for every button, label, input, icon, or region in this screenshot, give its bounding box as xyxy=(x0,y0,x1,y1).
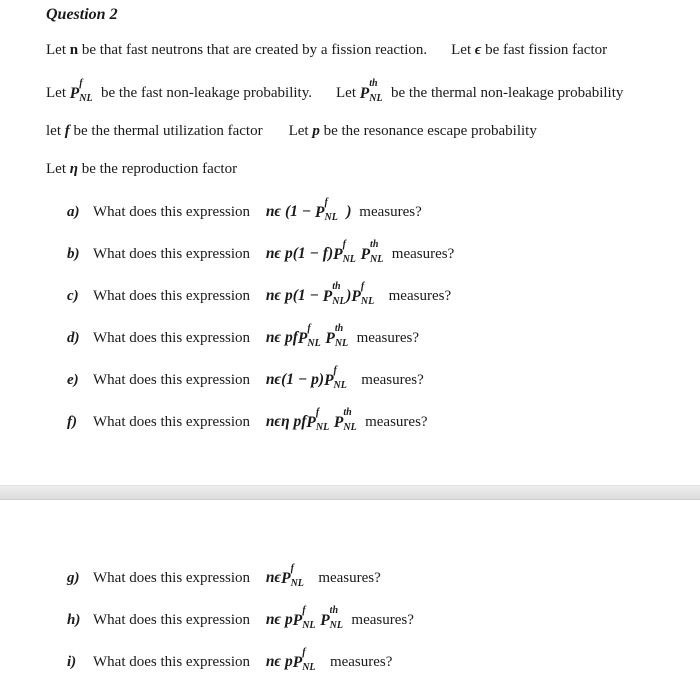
question-item-b xyxy=(67,238,455,265)
question-label: i) xyxy=(67,654,77,670)
expression-h: nϵ pP f NL P th NL xyxy=(265,604,344,631)
question-prompt: What does this expression xyxy=(93,570,251,586)
question-suffix: measures? xyxy=(388,288,452,304)
expression-g: nϵP f NL xyxy=(265,562,304,589)
page-divider xyxy=(0,485,700,500)
question-prompt: What does this expression xyxy=(93,204,251,220)
intro-text: let xyxy=(46,123,65,139)
symbol-p-fast-nl: P f NL xyxy=(69,77,93,104)
expression-e: nϵ(1 − p)P f NL xyxy=(265,364,347,391)
symbol-p-thermal-nl: P th NL xyxy=(359,77,383,104)
question-suffix: measures? xyxy=(361,372,424,388)
question-item-a xyxy=(67,196,422,223)
question-item-h xyxy=(67,604,414,631)
question-item-f xyxy=(67,406,428,433)
intro-text: be that fast neutrons that are created by a fission reaction. xyxy=(78,42,428,58)
expression-b: nϵ p(1 − f)P f NL P th NL xyxy=(265,238,384,265)
question-prompt: What does this expression xyxy=(93,414,251,430)
intro-line-n-epsilon xyxy=(46,42,607,59)
question-suffix: measures? xyxy=(356,330,420,346)
question-item-i xyxy=(67,646,393,673)
symbol-epsilon: ϵ xyxy=(474,42,482,58)
question-label: b) xyxy=(67,246,80,262)
question-suffix: measures? xyxy=(318,570,381,586)
question-item-c xyxy=(67,280,452,307)
intro-text: be fast fission factor xyxy=(481,42,608,58)
intro-text: be the reproduction factor xyxy=(77,161,238,177)
question-suffix: measures? xyxy=(365,414,428,430)
question-prompt: What does this expression xyxy=(93,330,251,346)
question-label: d) xyxy=(67,330,80,346)
question-item-e xyxy=(67,364,424,391)
question-label: e) xyxy=(67,372,79,388)
question-label: g) xyxy=(67,570,80,586)
question-prompt: What does this expression xyxy=(93,246,251,262)
expression-f: nϵη pfP f NL P th NL xyxy=(265,406,357,433)
question-prompt: What does this expression xyxy=(93,654,251,670)
question-label: f) xyxy=(67,414,77,430)
intro-text: be the thermal non-leakage probability xyxy=(387,85,624,101)
question-title: Question 2 xyxy=(46,6,118,23)
intro-line-eta xyxy=(46,161,237,178)
question-label: a) xyxy=(67,204,80,220)
symbol-p: p xyxy=(312,123,320,139)
expression-d: nϵ pfP f NL P th NL xyxy=(265,322,349,349)
expression-a: nϵ (1 − P f NL ) xyxy=(265,196,352,223)
intro-text: Let xyxy=(451,42,475,58)
question-prompt: What does this expression xyxy=(93,288,251,304)
symbol-f: f xyxy=(64,123,70,139)
intro-text: Let xyxy=(288,123,313,139)
question-label: c) xyxy=(67,288,79,304)
intro-text: Let xyxy=(46,85,70,101)
question-label: h) xyxy=(67,612,81,628)
expression-c: nϵ p(1 − P th NL )P f NL xyxy=(265,280,375,307)
question-prompt: What does this expression xyxy=(93,612,251,628)
question-item-g xyxy=(67,562,381,589)
question-suffix: measures? xyxy=(359,204,422,220)
intro-text: be the fast non-leakage probability. xyxy=(97,85,313,101)
intro-text: be the resonance escape probability xyxy=(319,123,537,139)
intro-text: Let xyxy=(336,85,360,101)
question-item-d xyxy=(67,322,420,349)
symbol-n: n xyxy=(69,42,79,58)
intro-text: be the thermal utilization factor xyxy=(69,123,263,139)
intro-text: Let xyxy=(46,42,70,58)
question-prompt: What does this expression xyxy=(93,372,251,388)
intro-line-f-p xyxy=(46,123,537,140)
intro-text: Let xyxy=(46,161,70,177)
intro-line-leakage xyxy=(46,77,624,104)
question-suffix: measures? xyxy=(329,654,393,670)
expression-i: nϵ pP f NL xyxy=(265,646,316,673)
question-suffix: measures? xyxy=(351,612,414,628)
symbol-eta: η xyxy=(69,161,78,177)
question-suffix: measures? xyxy=(391,246,455,262)
